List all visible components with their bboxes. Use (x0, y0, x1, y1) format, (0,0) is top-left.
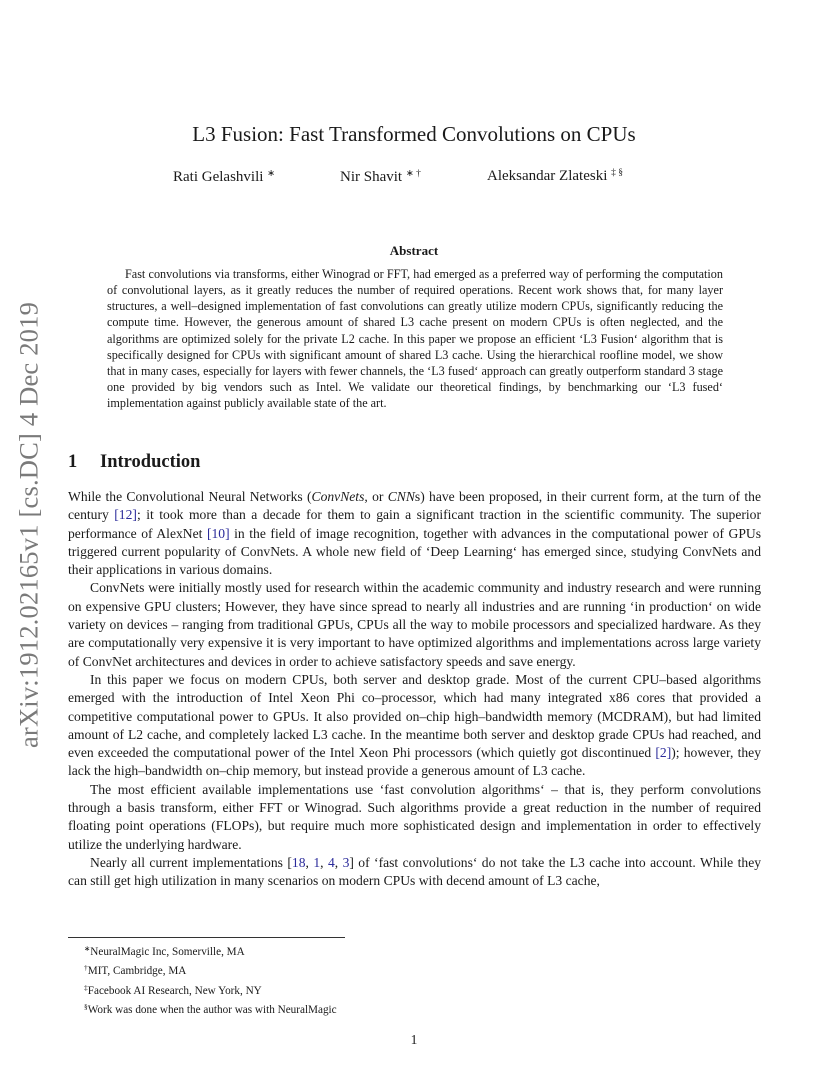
footnote-divider (68, 937, 345, 938)
footnote-text: Facebook AI Research, New York, NY (87, 984, 262, 997)
emphasis-cnn: CNN (387, 489, 415, 504)
author-affiliation-marks: ∗ † (405, 169, 421, 179)
paragraph-1 (68, 488, 761, 579)
section-title: Introduction (100, 452, 201, 472)
author-name: Aleksandar Zlateski (487, 168, 608, 184)
footnote (84, 980, 337, 999)
emphasis-convnets: ConvNets (311, 489, 365, 504)
paragraph-3 (68, 671, 761, 781)
footnote (84, 960, 337, 979)
text-run: In this paper we focus on modern CPUs, both server and desktop grade. Most of the current CPU–based algorithms emerged with the introduction of Intel Xeon Phi co–processor, which had many integrated x86 cores that provided a competitive computational power to GPUs. It also provided on–chip high–bandwidth memory (MCDRAM), but had limited amount of L2 cache, and completely lacked L3 cache. In the meantime both server and desktop grade CPUs had reached, and even exceeded the computational power of the Intel Xeon Phi processors (which quietly got discontinued (68, 671, 761, 761)
arxiv-stamp-text: arXiv:1912.02165v1 [cs.DC] 4 Dec 2019 (13, 301, 44, 749)
paragraph-2: ConvNets were initially mostly used for research within the academic community and industry research and were running on expensive GPU clusters; However, they have since spread to nearly all industries and are running ‘in production‘ on wide variety on devices – ranging from traditional GPUs, CPUs all the way to mobile processors and specialized hardware. As they are computationally very expensive it is very important to have optimized algorithms and implementations across large variety of ConvNet architectures and devices in order to achieve satisfactory speeds and save energy. (68, 580, 761, 669)
text-run: , or (364, 489, 388, 504)
arxiv-identifier-stamp (6, 288, 52, 762)
text-run: , (305, 854, 314, 870)
footnote-text: MIT, Cambridge, MA (87, 965, 187, 978)
text-run: in the field of image recognition, together with advances in the computational power of GPUs triggered current popularity of ConvNets. A whole new field of ‘Deep Learning‘ has emerged since, studying ConvNets and their applications in various domains. (68, 525, 761, 578)
citation-link[interactable]: 3 (342, 854, 350, 870)
paragraph-4: The most efficient available implementations use ‘fast convolution algorithms‘ – that is, they perform convolutions through a basis transform, either FFT or Winograd. Such algorithms provide a great reduction in the number of required floating point operations (FLOPs), but require much more sophisticated design and implementation in order to effectively utilize the underlying hardware. (68, 781, 761, 852)
text-run: , (334, 854, 343, 870)
author-affiliation-marks: ∗ (267, 169, 276, 179)
citation-link[interactable]: [12] (114, 507, 137, 523)
author-name: Nir Shavit (340, 169, 403, 185)
text-run: ] of ‘fast convolutions‘ do not take the L3 cache into account. While they can still get high utilization in many scenarios on modern CPUs with decend amount of L3 cache, (68, 854, 762, 889)
text-run: s) have been proposed, in their current form, at the turn of the century (68, 489, 761, 523)
text-run: While the Convolutional Neural Networks ( (68, 489, 312, 504)
footnote-mark: † (84, 963, 88, 973)
citation-link[interactable]: [10] (206, 525, 230, 541)
author-2 (340, 168, 421, 186)
footnote-mark: ∗ (84, 944, 91, 953)
abstract-heading: Abstract (389, 243, 439, 258)
abstract-text: Fast convolutions via transforms, either Winograd or FFT, had emerged as a preferred way of performing the computation of convolutional layers, as it greatly reduces the number of required operations. Recent work shows that, for many layer structures, a well–designed implementation of fast convolutions can greatly utilize modern CPUs, significantly reducing the compute time. However, the generous amount of shared L3 cache present on modern CPUs is often neglected, and the algorithms are optimized solely for the private L2 cache. In this paper we propose an efficient ‘L3 Fusion‘ algorithm that is specifically designed for CPUs with significant amount of shared L3 cache. Using the hierarchical roofline model, we show that in many cases, especially for layers with fewer channels, the ‘L3 fused‘ approach can greatly outperform standard 3 stage one provided by big vendors such as Intel. We validate our theoretical findings, by benchmarking our ‘L3 fused‘ implementation against publicly available state of the art. (107, 267, 723, 411)
footnote-mark: ‡ (84, 982, 88, 992)
section-number: 1 (68, 452, 78, 472)
paper-title: L3 Fusion: Fast Transformed Convolutions on CPUs (192, 122, 636, 146)
author-affiliation-marks: ‡ § (611, 168, 623, 178)
section-heading-introduction (68, 452, 200, 473)
footnote (84, 999, 337, 1018)
footnotes (84, 941, 337, 1018)
footnote-mark: § (84, 1001, 88, 1011)
author-1 (173, 168, 275, 186)
footnote-text: NeuralMagic Inc, Somerville, MA (90, 946, 245, 958)
text-run: ); however, they lack the high–bandwidth on–chip memory, but instead provide a generous amount of L3 cache. (68, 745, 761, 779)
footnote-text: Work was done when the author was with NeuralMagic (87, 1003, 337, 1016)
text-run: ; it took more than a decade for them to gain a significant traction in the scientific community. The superior performance of AlexNet (68, 507, 761, 541)
author-name: Rati Gelashvili (173, 169, 264, 185)
text-run: , (320, 854, 328, 870)
body-text (68, 488, 761, 891)
footnote (84, 941, 337, 960)
citation-link[interactable]: [2] (655, 745, 672, 761)
page-number: 1 (410, 1032, 418, 1047)
citation-link[interactable]: 1 (313, 854, 321, 870)
author-3 (487, 168, 623, 185)
citation-link[interactable]: 4 (327, 854, 335, 870)
text-run: Nearly all current implementations [ (90, 854, 292, 870)
citation-link[interactable]: 18 (291, 854, 306, 870)
paragraph-5 (68, 854, 761, 891)
